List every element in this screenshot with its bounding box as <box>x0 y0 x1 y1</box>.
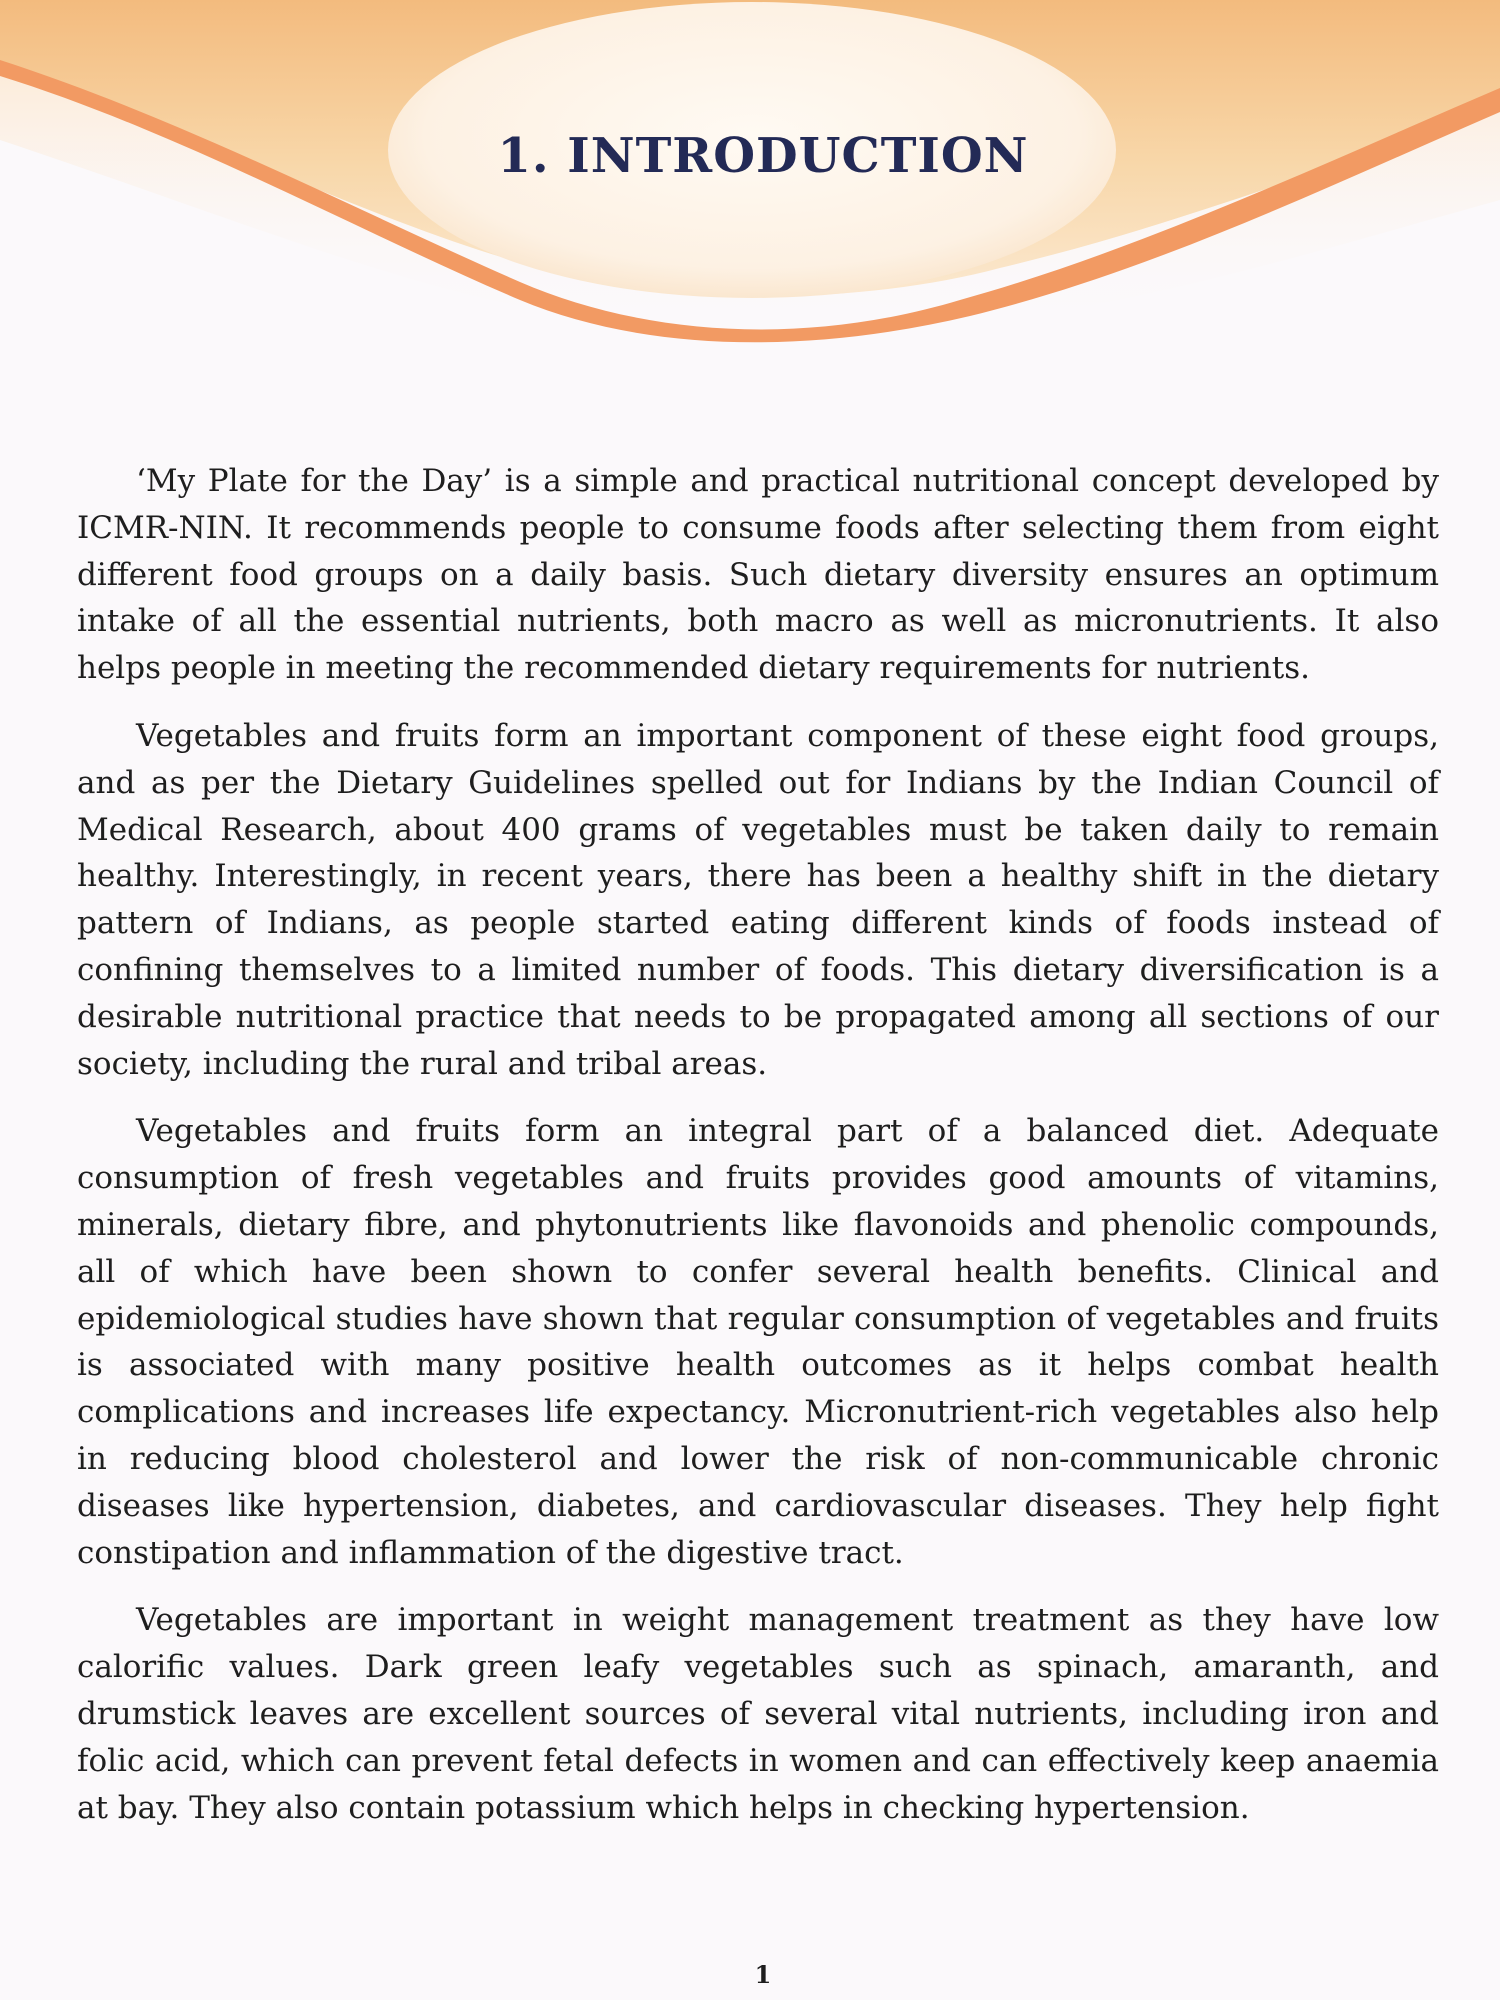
body-text <box>77 458 1439 1852</box>
page-number: 1 <box>754 1960 772 1989</box>
paragraph-intro: ‘My Plate for the Day’ is a simple and practical nutritional concept developed by ICMR-NIN. It recommends people to consume foods after selecting them from eight different food groups on a daily basis. Such dietary diversity ensures an optimum intake of all the essential nutrients, both macro as well as micronutrients. It also helps people in meeting the recommended dietary requirements for nutrients. <box>77 463 1439 687</box>
paragraph-balanced-diet: Vegetables and fruits form an integral part of a balanced diet. Adequate consumption of fresh vegetables and fruits provides good amounts of vitamins, minerals, dietary fibre, and phytonutrients like flavonoids and phenolic compounds, all of which have been shown to confer several health benefits. Clinical and epidemiological studies have shown that regular consumption of vegetables and fruits is associated with many positive health outcomes as it helps combat health complications and increases life expectancy. Micronutrient-rich vegetables also help in reducing blood cholesterol and lower the risk of non-communicable chronic diseases like hypertension, diabetes, and cardiovascular diseases. They help fight constipation and inflammation of the digestive tract. <box>77 1113 1439 1571</box>
page-title: 1. INTRODUCTION <box>497 128 1029 184</box>
paragraph-weight-management: Vegetables are important in weight management treatment as they have low calorific values. Dark green leafy vegetables such as spinach, amaranth, and drumstick leaves are excellent sources of several vital nutrients, including iron and folic acid, which can prevent fetal defects in women and can effectively keep anaemia at bay. They also contain potassium which helps in checking hypertension. <box>77 1602 1439 1826</box>
paragraph-food-groups: Vegetables and fruits form an important component of these eight food groups, and as per the Dietary Guidelines spelled out for Indians by the Indian Council of Medical Research, about 400 grams of vegetables must be taken daily to remain healthy. Interestingly, in recent years, there has been a healthy shift in the dietary pattern of Indians, as people started eating different kinds of foods instead of confining themselves to a limited number of foods. This dietary diversification is a desirable nutritional practice that needs to be propagated among all sections of our society, including the rural and tribal areas. <box>77 717 1439 1082</box>
